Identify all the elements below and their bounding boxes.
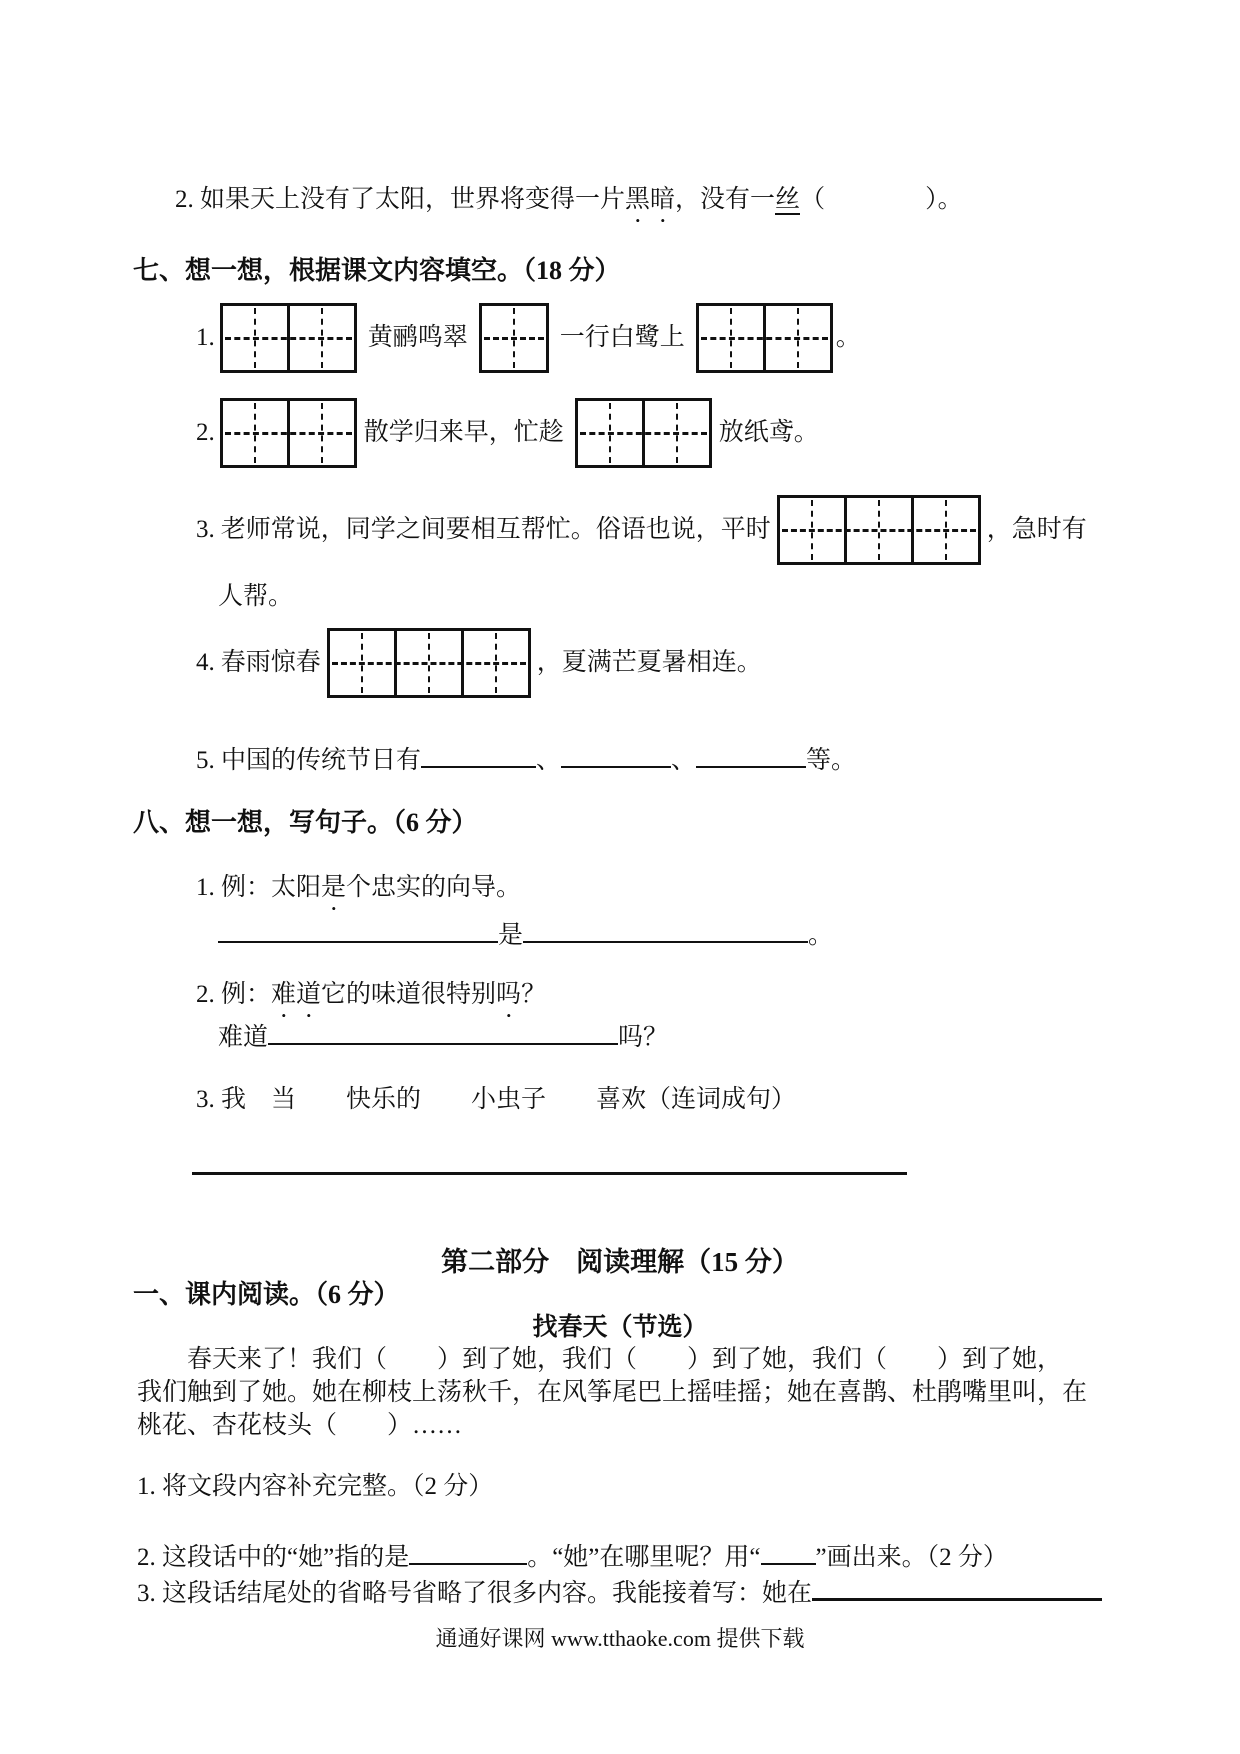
pattern-word: 是 [498, 922, 524, 949]
writing-grid-3cell [777, 495, 981, 565]
reading-question-3 [137, 1573, 1102, 1611]
grid-cell [287, 401, 354, 465]
section-7-item-5 [196, 741, 856, 778]
sentence-mid: ，没有一 [675, 186, 776, 213]
example-post: ？ [521, 981, 547, 1008]
fill-blank [421, 741, 536, 768]
reading-question-2 [137, 1538, 1008, 1575]
reading-question-1 [137, 1470, 493, 1504]
pattern-word: 吗？ [618, 1024, 669, 1051]
item-number: 2. [137, 1544, 156, 1571]
fill-blank [409, 1538, 527, 1565]
passage-line: 我们触到了她。她在柳枝上荡秋千，在风筝尾巴上摇哇摇；她在喜鹊、杜鹃嘴里叫，在 [137, 1379, 1088, 1406]
clause-text: 中国的传统节日有 [221, 747, 422, 774]
clause-text: 黄鹂鸣翠 [367, 324, 468, 351]
passage-line: 春天来了！我们（ ）到了她，我们（ ）到了她，我们（ ）到了她， [137, 1346, 1063, 1373]
section-8-item-1-fill-line [218, 916, 833, 953]
example-mid: 它的味道很特别 [321, 981, 497, 1008]
writing-grid-2cell [575, 398, 712, 468]
fill-blank [561, 741, 671, 768]
separator: 、 [536, 747, 562, 774]
section-7-item-1 [196, 303, 861, 373]
period: 。 [835, 324, 861, 351]
section-8-title: 八、想一想，写句子。（6 分） [133, 808, 478, 837]
section-8-item-3 [196, 1083, 796, 1117]
question-text: 将文段内容补充完整。（2 分） [162, 1473, 494, 1500]
fill-blank [761, 1538, 816, 1565]
footer-suffix: 提供下载 [716, 1626, 805, 1651]
passage-title: 找春天（节选） [532, 1314, 708, 1341]
emphasized-word: 黑暗 [625, 186, 676, 213]
scrambled-words: 我 当 快乐的 小虫子 喜欢 [221, 1086, 647, 1113]
sentence-pre: 如果天上没有了太阳，世界将变得一片 [200, 186, 626, 213]
writing-grid-3cell [327, 628, 531, 698]
grid-cell [780, 498, 844, 562]
item-number: 2. [196, 981, 215, 1008]
clause-text: 春雨惊春 [220, 649, 321, 676]
question-pre: 这段话中的“她”指的是 [162, 1544, 410, 1571]
clause-text: 一行白鹭上 [559, 324, 685, 351]
grid-cell [461, 631, 528, 695]
grid-cell [223, 306, 287, 370]
section-7-item-4 [196, 628, 762, 698]
emphasized-word: 是 [321, 874, 347, 901]
period: 。 [808, 922, 834, 949]
section-7-title: 七、想一想，根据课文内容填空。（18 分） [133, 256, 621, 285]
pattern-word: 难道 [218, 1024, 269, 1051]
writing-grid-1cell [479, 303, 549, 373]
part-2-section-1-title: 一、课内阅读。（6 分） [133, 1280, 400, 1309]
grid-cell [642, 401, 709, 465]
grid-cell [287, 306, 354, 370]
question-post: ”画出来。（2 分） [815, 1544, 1008, 1571]
fill-blank [523, 916, 808, 943]
footer-site-name: 通通好课网 [435, 1626, 546, 1651]
question-mid: 。“她”在哪里呢？用“ [527, 1544, 761, 1571]
section-8-item-2-fill-line [218, 1018, 668, 1055]
grid-cell [394, 631, 461, 695]
instruction-note: （连词成句） [646, 1086, 797, 1113]
section-7-item-3 [196, 495, 1087, 565]
writing-grid-2cell [220, 398, 357, 468]
clause-text: ，夏满芒夏暑相连。 [536, 649, 762, 676]
grid-cell [699, 306, 763, 370]
example-pre: 例：太阳 [221, 874, 322, 901]
grid-cell [763, 306, 830, 370]
grid-cell [482, 306, 546, 370]
clause-text: 放纸鸢。 [718, 419, 819, 446]
footer-url: www.tthaoke.com [551, 1626, 711, 1651]
grid-cell [578, 401, 642, 465]
section-8-item-1-example [196, 871, 521, 916]
item-number: 1. [137, 1473, 156, 1500]
emphasized-word: 难道 [271, 981, 322, 1008]
grid-cell [223, 401, 287, 465]
item-number: 5. [196, 747, 215, 774]
part-2-title: 第二部分 阅读理解（15 分） [441, 1247, 799, 1277]
example-pre: 例： [221, 981, 272, 1008]
question-6-2 [175, 183, 963, 228]
item-number: 3. [196, 1086, 215, 1113]
answer-line [192, 1172, 907, 1175]
item-number: 2. [175, 186, 194, 213]
grid-cell [330, 631, 394, 695]
example-post: 个忠实的向导。 [346, 874, 522, 901]
clause-text: ，急时有 [986, 516, 1087, 543]
question-pre: 这段话结尾处的省略号省略了很多内容。我能接着写：她在 [162, 1580, 813, 1607]
section-7-item-2 [196, 398, 819, 468]
separator: 、 [671, 747, 697, 774]
section-7-item-3-wrap: 人帮。 [218, 583, 294, 610]
clause-text: 等。 [806, 747, 857, 774]
fill-blank [268, 1018, 618, 1045]
underlined-word: 丝 [775, 186, 801, 213]
grid-cell [911, 498, 978, 562]
clause-text: 散学归来早，忙趁 [363, 419, 564, 446]
item-number: 1. [196, 874, 215, 901]
emphasized-word: 吗 [496, 981, 522, 1008]
item-number: 2. [196, 419, 215, 446]
clause-text: 老师常说，同学之间要相互帮忙。俗语也说，平时 [220, 516, 771, 543]
grid-cell [844, 498, 911, 562]
fill-blank [812, 1573, 1102, 1601]
fill-blank [218, 916, 498, 943]
item-number: 4. [196, 649, 215, 676]
item-number: 1. [196, 324, 215, 351]
item-number: 3. [137, 1580, 156, 1607]
fill-blank [696, 741, 806, 768]
item-number: 3. [196, 516, 215, 543]
passage-line: 桃花、杏花枝头（ ）…… [137, 1412, 463, 1439]
writing-grid-2cell [220, 303, 357, 373]
section-8-item-2-example [196, 978, 546, 1023]
sentence-post: （ ）。 [800, 186, 963, 213]
writing-grid-2cell [696, 303, 833, 373]
footer [0, 1622, 1240, 1656]
